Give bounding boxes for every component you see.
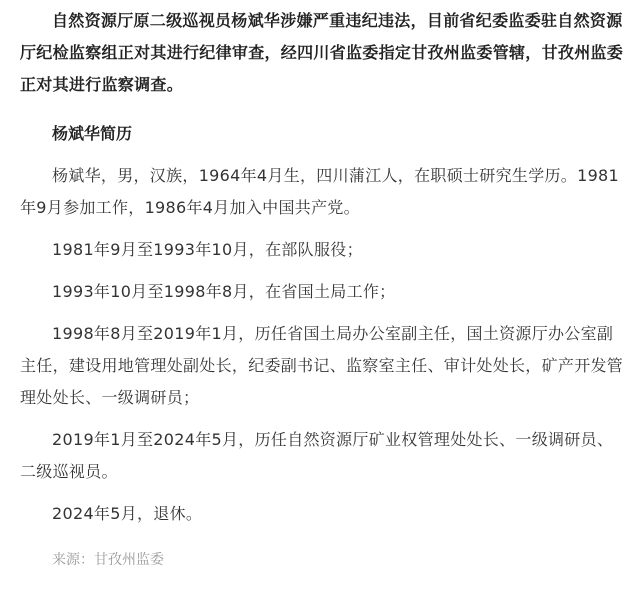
resume-paragraph-personal: 杨斌华，男，汉族，1964年4月生，四川蒲江人，在职硕士研究生学历。1981年9月参加工作，1986年4月加入中国共产党。	[20, 166, 620, 217]
resume-paragraph-1998: 1998年8月至2019年1月，历任省国土局办公室副主任，国土资源厅办公室副主任，建设用地管理处副处长，纪委副书记、监察室主任、审计处处长，矿产开发管理处处长、一级调研员；	[20, 324, 624, 407]
source-credit: 来源：甘孜州监委	[52, 552, 164, 568]
resume-paragraph-2019: 2019年1月至2024年5月，历任自然资源厅矿业权管理处处长、一级调研员、二级巡视员。	[20, 430, 614, 481]
resume-paragraph-2024: 2024年5月，退休。	[52, 504, 203, 523]
article-lead: 自然资源厅原二级巡视员杨斌华涉嫌严重违纪违法，目前省纪委监委驻自然资源厅纪检监察组正对其进行纪律审查，经四川省监委指定甘孜州监委管辖，甘孜州监委正对其进行监察调查。	[20, 11, 624, 94]
article-body	[20, 0, 625, 572]
resume-paragraph-1981: 1981年9月至1993年10月，在部队服役；	[52, 240, 363, 259]
resume-heading: 杨斌华简历	[52, 124, 133, 143]
resume-paragraph-1993: 1993年10月至1998年8月，在省国土局工作；	[52, 282, 396, 301]
